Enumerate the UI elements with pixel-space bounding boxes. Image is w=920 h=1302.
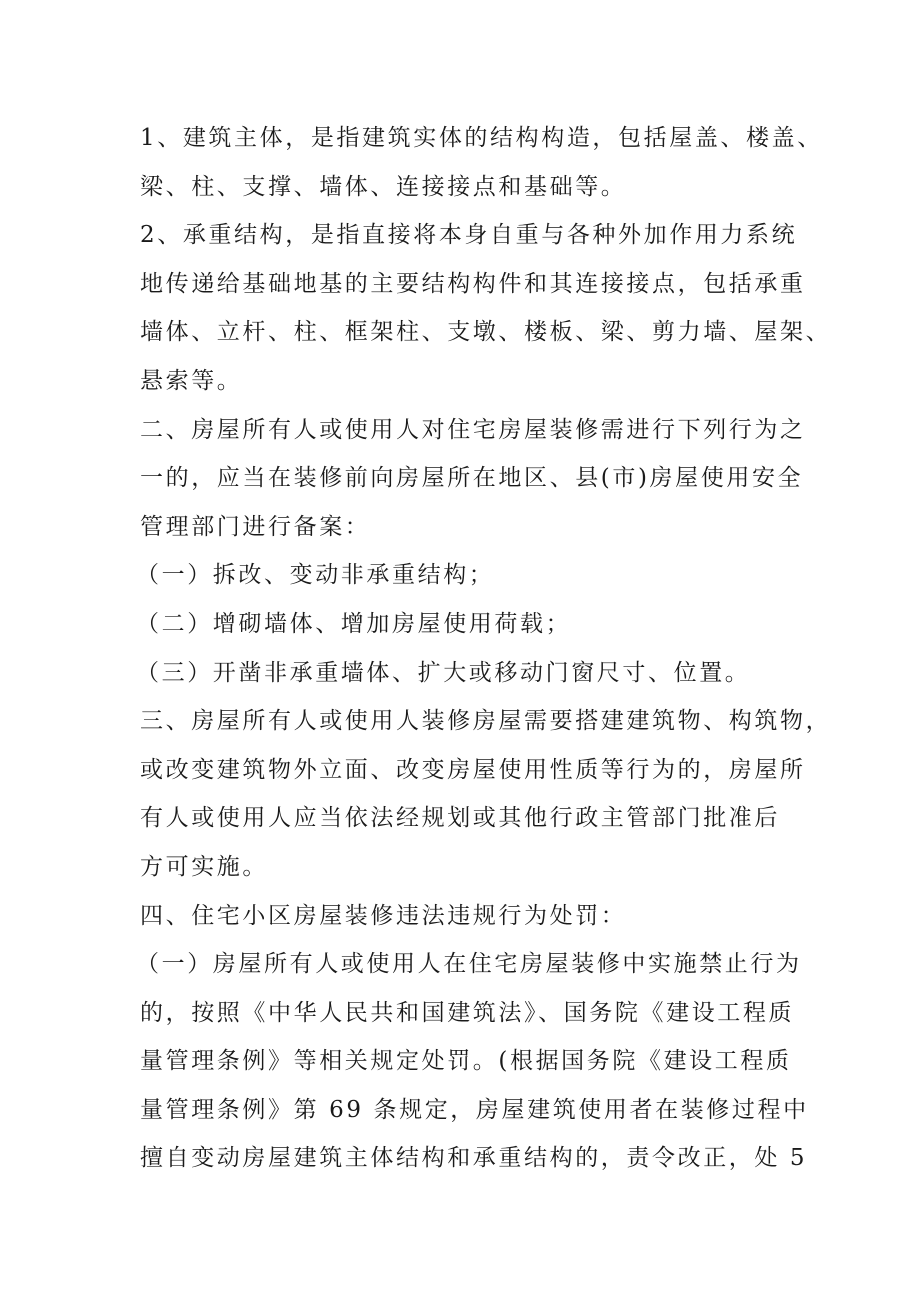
text-line: 梁、柱、支撑、墙体、连接接点和基础等。 <box>140 173 627 200</box>
text-line: （一）拆改、变动非承重结构； <box>136 562 495 589</box>
text-line: 擅自变动房屋建筑主体结构和承重结构的，责令改正，处 5 <box>140 1145 808 1172</box>
text-line: 悬索等。 <box>140 367 243 394</box>
text-line: 四、住宅小区房屋装修违法违规行为处罚： <box>140 902 627 929</box>
text-line: （三）开凿非承重墙体、扩大或移动门窗尺寸、位置。 <box>136 659 751 686</box>
text-line: 二、房屋所有人或使用人对住宅房屋装修需进行下列行为之 <box>140 416 806 443</box>
text-line: 1、建筑主体，是指建筑实体的结构构造，包括屋盖、楼盖、 <box>140 125 823 151</box>
text-line: 地传递给基础地基的主要结构构件和其连接接点，包括承重 <box>140 270 806 297</box>
text-line: 有人或使用人应当依法经规划或其他行政主管部门批准后 <box>140 805 780 832</box>
document-body <box>136 114 832 1183</box>
text-line: 墙体、立杆、柱、框架柱、支墩、楼板、梁、剪力墙、屋架、 <box>140 319 832 346</box>
text-line: （一）房屋所有人或使用人在住宅房屋装修中实施禁止行为 <box>136 951 802 978</box>
text-line: 方可实施。 <box>140 853 268 880</box>
text-line: 或改变建筑物外立面、改变房屋使用性质等行为的，房屋所 <box>140 756 806 783</box>
text-line: （二）增砌墙体、增加房屋使用荷载； <box>136 610 572 637</box>
text-line: 的，按照《中华人民共和国建筑法》、国务院《建设工程质 <box>140 999 795 1026</box>
text-line: 2、承重结构，是指直接将本身自重与各种外加作用力系统 <box>140 222 798 249</box>
text-line: 三、房屋所有人或使用人装修房屋需要搭建建筑物、构筑物， <box>140 708 832 735</box>
text-line: 管理部门进行备案： <box>140 513 371 540</box>
text-line: 量管理条例》第 69 条规定，房屋建筑使用者在装修过程中 <box>140 1096 809 1123</box>
text-line: 一的，应当在装修前向房屋所在地区、县(市)房屋使用安全 <box>140 465 804 492</box>
text-line: 量管理条例》等相关规定处罚。(根据国务院《建设工程质 <box>140 1048 792 1075</box>
